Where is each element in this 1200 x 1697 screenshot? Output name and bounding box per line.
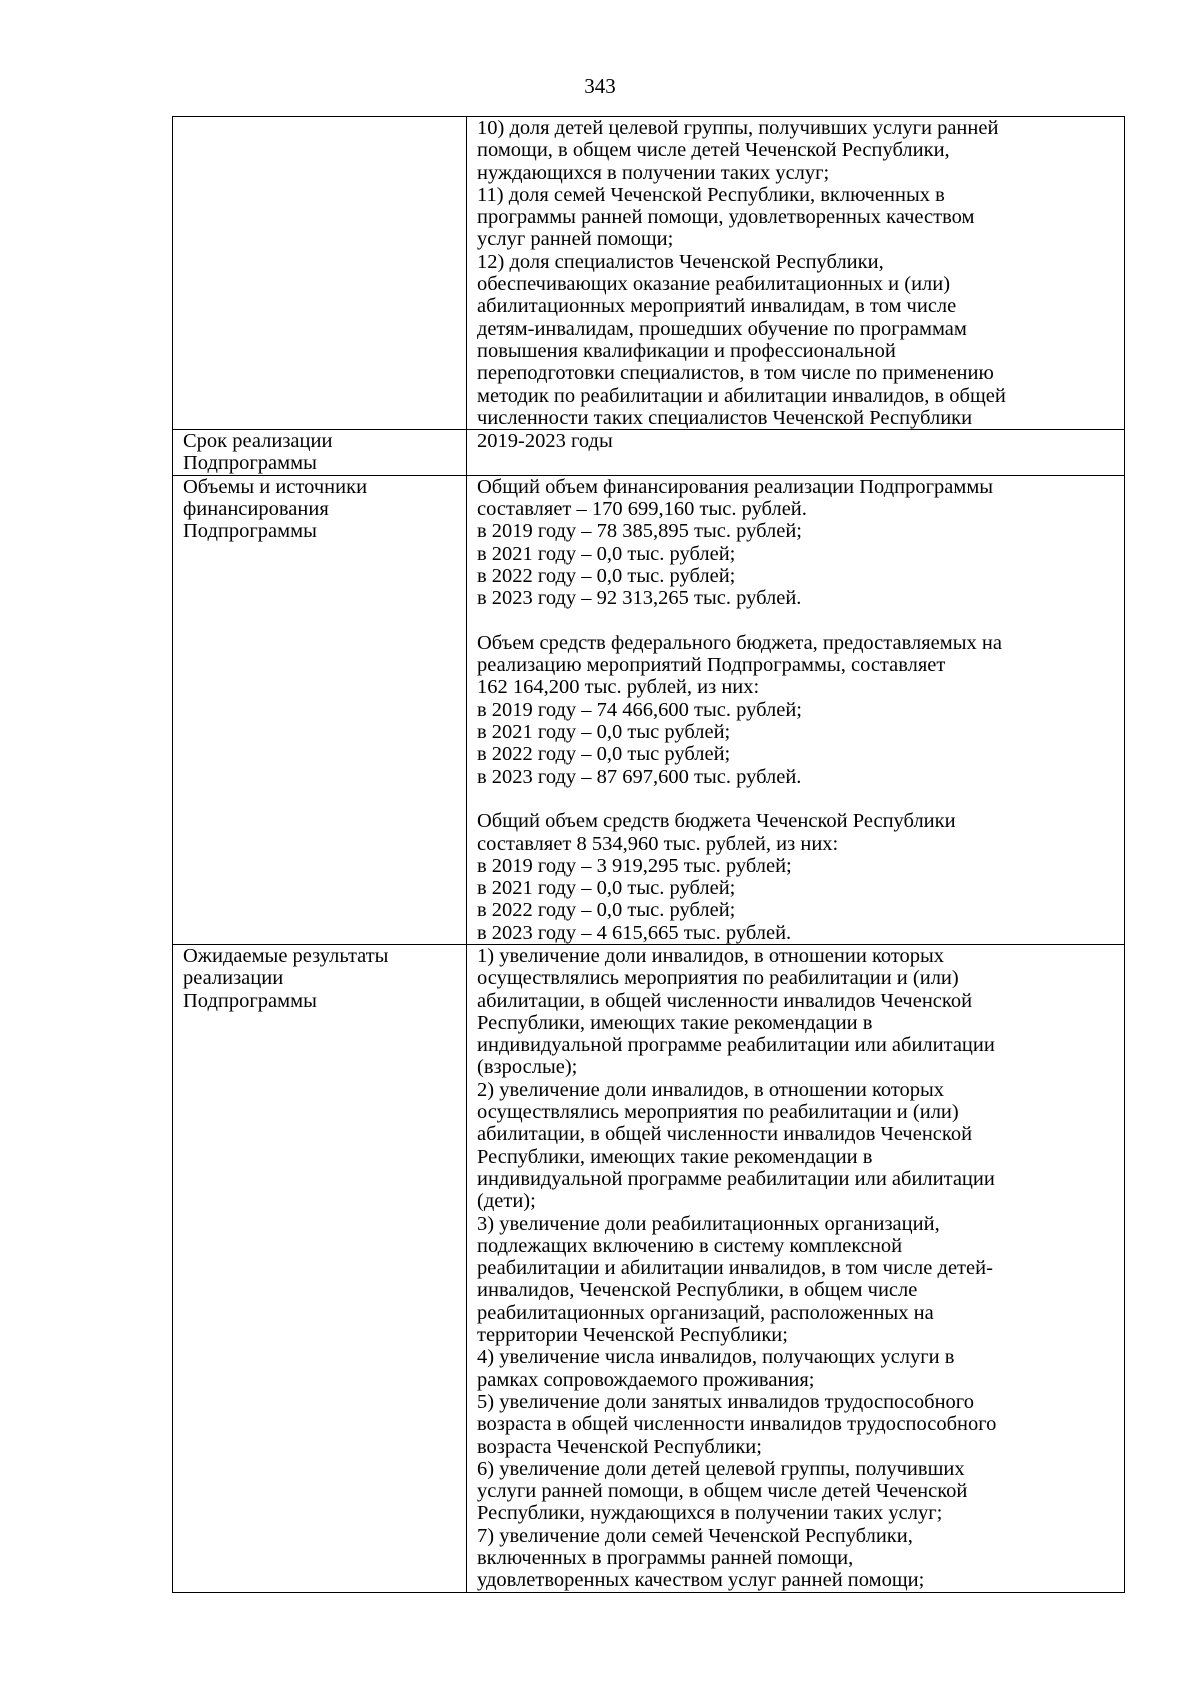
value-line: Республики, имеющих такие рекомендации в [477,1011,873,1034]
value-line: осуществлялись мероприятия по реабилитации и (или) [477,967,959,990]
value-line: 12) доля специалистов Чеченской Республики, [477,250,884,273]
value-line: 5) увеличение доли занятых инвалидов трудоспособного [477,1390,974,1413]
value-line: в 2021 году – 0,0 тыс рублей; [477,721,731,744]
value-cell [467,430,1125,476]
value-line: численности таких специалистов Чеченской Республики [477,406,973,429]
label-line: реализации [183,967,284,990]
value-line: 162 164,200 тыс. рублей, из них: [477,676,760,699]
value-line: в 2021 году – 0,0 тыс. рублей; [477,877,736,900]
implementation-period-row [173,430,1125,476]
value-line: в 2019 году – 78 385,895 тыс. рублей; [477,520,802,543]
value-line: 2) увеличение доли инвалидов, в отношении которых [477,1078,945,1101]
value-cell [467,475,1125,944]
value-line: абилитационных мероприятий инвалидам, в том числе [477,295,957,318]
value-cell [467,944,1125,1592]
value-line: в 2022 году – 0,0 тыс. рублей; [477,564,736,587]
value-line: составляет – 170 699,160 тыс. рублей. [477,498,807,521]
label-cell [173,944,467,1592]
value-line: 4) увеличение числа инвалидов, получающих услуги в [477,1346,955,1369]
value-line: территории Чеченской Республики; [477,1324,788,1347]
value-line: в 2019 году – 74 466,600 тыс. рублей; [477,698,802,721]
value-line: Общий объем средств бюджета Чеченской Республики [477,810,956,833]
value-line: реализацию мероприятий Подпрограммы, составляет [477,654,946,677]
label-line: финансирования [183,498,329,521]
label-cell [173,430,467,476]
value-line: повышения квалификации и профессиональной [477,339,896,362]
value-line: программы ранней помощи, удовлетворенных качеством [477,206,975,229]
value-line: в 2023 году – 87 697,600 тыс. рублей. [477,765,802,788]
label-line: Срок реализации [183,430,333,453]
value-line: 2019-2023 годы [477,430,613,453]
value-line: обеспечивающих оказание реабилитационных и (или) [477,273,951,296]
value-line: включенных в программы ранней помощи, [477,1547,854,1569]
value-line: реабилитации и абилитации инвалидов, в том числе детей- [477,1257,993,1280]
label-line: Подпрограммы [183,520,317,543]
table-body [173,117,1125,1593]
value-line: 1) увеличение доли инвалидов, в отношении которых [477,944,945,967]
value-line: подлежащих включению в систему комплексной [477,1234,903,1257]
value-line: Общий объем финансирования реализации Подпрограммы [477,475,994,498]
value-line: составляет 8 534,960 тыс. рублей, из них: [477,832,839,855]
value-line: методик по реабилитации и абилитации инвалидов, в общей [477,384,1006,407]
label-line: Подпрограммы [183,452,317,475]
value-line: (дети); [477,1190,536,1213]
value-line: в 2023 году – 4 615,665 тыс. рублей. [477,921,792,944]
paragraph-gap [477,788,1120,810]
value-line: возраста Чеченской Республики; [477,1435,762,1458]
value-line: 10) доля детей целевой группы, получивших услуги ранней [477,117,999,139]
value-line: в 2019 году – 3 919,295 тыс. рублей; [477,854,792,877]
value-line: инвалидов, Чеченской Республики, в общем числе [477,1279,918,1302]
value-line: помощи, в общем числе детей Чеченской Республики, [477,139,950,162]
value-line: осуществлялись мероприятия по реабилитации и (или) [477,1101,959,1124]
value-line: 11) доля семей Чеченской Республики, включенных в [477,183,945,206]
indicators-continued-row [173,117,1125,430]
value-line: абилитации, в общей численности инвалидов Чеченской [477,989,973,1012]
value-line: детям-инвалидам, прошедших обучение по программам [477,317,967,340]
value-line: в 2023 году – 92 313,265 тыс. рублей. [477,587,802,610]
value-line: удовлетворенных качеством услуг ранней помощи; [477,1569,925,1592]
value-line: 7) увеличение доли семей Чеченской Республики, [477,1524,913,1547]
label-line: Ожидаемые результаты [183,944,389,967]
value-line: нуждающихся в получении таких услуг; [477,161,830,184]
value-line: в 2022 году – 0,0 тыс. рублей; [477,899,736,922]
label-line: Объемы и источники [183,475,368,498]
value-line: 3) увеличение доли реабилитационных организаций, [477,1212,940,1235]
value-line: Республики, нуждающихся в получении таких услуг; [477,1502,943,1525]
subprogram-passport-table [172,116,1125,1593]
label-cell [173,117,467,430]
value-line: абилитации, в общей численности инвалидов Чеченской [477,1123,973,1146]
label-line: Подпрограммы [183,989,317,1012]
value-line: возраста в общей численности инвалидов трудоспособного [477,1413,997,1436]
value-cell [467,117,1125,430]
value-line: Объем средств федерального бюджета, предоставляемых на [477,631,1002,654]
value-line: услуги ранней помощи, в общем числе детей Чеченской [477,1480,968,1503]
page-number: 343 [584,74,616,98]
financing-row [173,475,1125,944]
value-line: переподготовки специалистов, в том числе по применению [477,362,994,385]
value-line: индивидуальной программе реабилитации или абилитации [477,1167,995,1190]
value-line: реабилитационных организаций, расположенных на [477,1301,934,1324]
value-line: 6) увеличение доли детей целевой группы, получивших [477,1457,965,1480]
value-line: (взрослые); [477,1056,578,1079]
value-line: рамках сопровождаемого проживания; [477,1368,815,1391]
value-line: услуг ранней помощи; [477,228,674,251]
expected-results-row [173,944,1125,1592]
value-line: индивидуальной программе реабилитации или абилитации [477,1034,995,1057]
value-line: Республики, имеющих такие рекомендации в [477,1145,873,1168]
value-line: в 2022 году – 0,0 тыс рублей; [477,743,731,766]
paragraph-gap [477,610,1120,632]
value-line: в 2021 году – 0,0 тыс. рублей; [477,542,736,565]
label-cell [173,475,467,944]
